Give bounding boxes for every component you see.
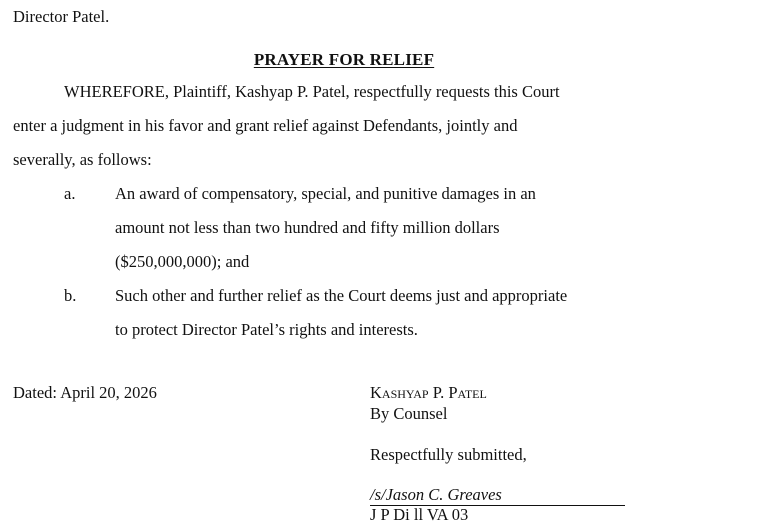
dated-line: Dated: April 20, 2026 (13, 383, 157, 402)
item-a-line-2: amount not less than two hundred and fifty million dollars (115, 218, 500, 237)
respectfully-submitted: Respectfully submitted, (370, 445, 527, 464)
item-a-marker: a. (64, 184, 76, 203)
item-b-marker: b. (64, 286, 77, 305)
by-counsel: By Counsel (370, 404, 448, 423)
intro-line-1: WHEREFORE, Plaintiff, Kashyap P. Patel, respectfully requests this Court (64, 82, 560, 101)
intro-line-2: enter a judgment in his favor and grant relief against Defendants, jointly and (13, 116, 518, 135)
item-b-line-2: to protect Director Patel’s rights and interests. (115, 320, 418, 339)
electronic-signature: /s/Jason C. Greaves (370, 485, 502, 504)
item-b-line-1: Such other and further relief as the Court deems just and appropriate (115, 286, 568, 305)
item-a-line-1: An award of compensatory, special, and punitive damages in an (115, 184, 536, 203)
signature-line (370, 485, 625, 506)
preceding-sentence-end: Director Patel. (13, 7, 110, 26)
intro-line-3: severally, as follows: (13, 150, 152, 169)
party-name: Kashyap P. Patel (370, 383, 487, 402)
section-heading: PRAYER FOR RELIEF (253, 50, 435, 69)
item-a-line-3: ($250,000,000); and (115, 252, 250, 271)
counsel-name-cut-off: J P Di ll VA 03 (370, 505, 469, 524)
